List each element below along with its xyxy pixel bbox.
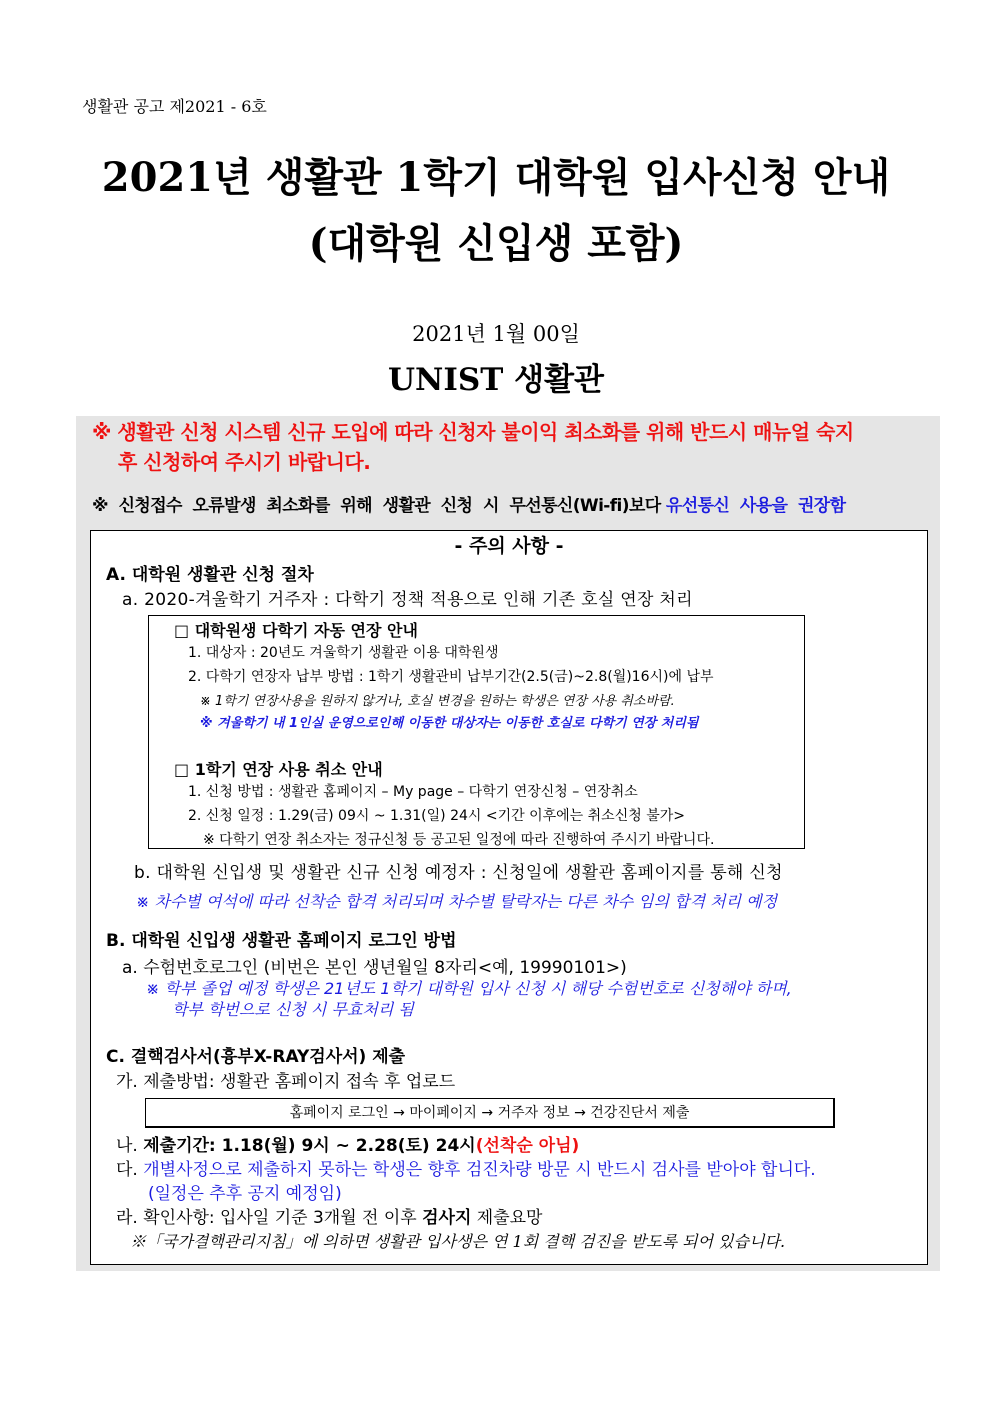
section-a-title: A. 대학원 생활관 신청 절차 xyxy=(106,565,314,585)
not-first-come: (선착순 아님) xyxy=(475,1136,580,1156)
auto-extension-item: 2. 다학기 연장자 납부 방법 : 1학기 생활관비 납부기간(2.5(금)~2.8(월)16시)에 납부 xyxy=(188,669,714,685)
ra-suffix: 제출요망 xyxy=(471,1208,543,1228)
da-line2: (일정은 추후 공지 예정임) xyxy=(148,1184,342,1204)
ra-bold: 검사지 xyxy=(422,1208,472,1228)
da-line1: 개별사정으로 제출하지 못하는 학생은 향후 검진차량 방문 시 반드시 검사를 받아야 합니다. xyxy=(143,1160,816,1180)
issuer: UNIST 생활관 xyxy=(388,362,604,398)
section-a-item-a: a. 2020-겨울학기 거주자 : 다학기 정책 적용으로 인해 기존 호실 연장 처리 xyxy=(122,590,693,610)
auto-extension-title: □ 대학원생 다학기 자동 연장 안내 xyxy=(174,621,418,640)
auto-extension-note-blue: ※ 겨울학기 내 1인실 운영으로인해 이동한 대상자는 이동한 호실로 다학기 연장 처리됨 xyxy=(200,716,699,731)
section-c-item-da xyxy=(116,1155,816,1180)
cancel-extension-item: 2. 신청 일정 : 1.29(금) 09시 ~ 1.31(일) 24시 <기간 이후에는 취소신청 불가> xyxy=(188,808,685,824)
section-c-item-ga: 가. 제출방법: 생활관 홈페이지 접속 후 업로드 xyxy=(116,1072,456,1092)
cancel-extension-item: 1. 신청 방법 : 생활관 홈페이지 – My page – 다학기 연장신청 – 연장취소 xyxy=(188,784,638,800)
red-warning-line1: ※ 생활관 신청 시스템 신규 도입에 따라 신청자 불이익 최소화를 위해 반드시 매뉴얼 숙지 xyxy=(92,420,854,444)
network-warning-text: ※ 신청접수 오류발생 최소화를 위해 생활관 신청 시 무선통신(Wi-fi)보다 xyxy=(92,496,666,516)
section-b-note-line1: ※ 학부 졸업 예정 학생은 21년도 1학기 대학원 입사 신청 시 해당 수험번호로 신청해야 하며, xyxy=(146,979,792,998)
cancel-extension-note: ※ 다학기 연장 취소자는 정규신청 등 공고된 일정에 따라 진행하여 주시기 바랍니다. xyxy=(203,832,715,848)
cancel-extension-title: □ 1학기 연장 사용 취소 안내 xyxy=(174,760,383,779)
title-line2: (대학원 신입생 포함) xyxy=(308,220,684,267)
notice-heading: - 주의 사항 - xyxy=(454,535,564,557)
submission-period: 제출기간: 1.18(월) 9시 ~ 2.28(토) 24시 xyxy=(143,1136,476,1156)
red-warning-line2: 후 신청하여 주시기 바랍니다. xyxy=(118,450,371,474)
network-recommendation: 유선통신 사용을 권장함 xyxy=(665,496,846,516)
da-prefix: 다. xyxy=(116,1160,144,1180)
network-warning xyxy=(92,491,845,516)
auto-extension-item: 1. 대상자 : 20년도 겨울학기 생활관 이용 대학원생 xyxy=(188,645,499,661)
notice-number: 생활관 공고 제2021 - 6호 xyxy=(82,97,267,116)
submission-flow-box: 홈페이지 로그인 → 마이페이지 → 거주자 정보 → 건강진단서 제출 xyxy=(145,1098,835,1128)
section-b-item-a: a. 수험번호로그인 (비번은 본인 생년월일 8자리<예, 19990101>) xyxy=(122,958,627,978)
tb-guideline-footnote: ※「국가결핵관리지침」에 의하면 생활관 입사생은 연 1회 결핵 검진을 받도록 되어 있습니다. xyxy=(130,1232,786,1251)
section-c-item-ra xyxy=(116,1203,542,1228)
section-c-title: C. 결핵검사서(흉부X-RAY검사서) 제출 xyxy=(106,1047,406,1067)
auto-extension-note: ※ 1학기 연장사용을 원하지 않거나, 호실 변경을 원하는 학생은 연장 사용 취소바람. xyxy=(200,694,675,709)
section-b-note-line2: 학부 학번으로 신청 시 무효처리 됨 xyxy=(172,1000,414,1019)
date: 2021년 1월 00일 xyxy=(412,322,580,346)
na-prefix: 나. xyxy=(116,1136,144,1156)
section-b-title: B. 대학원 신입생 생활관 홈페이지 로그인 방법 xyxy=(106,931,457,951)
section-a-note: ※ 차수별 여석에 따라 선착순 합격 처리되며 차수별 탈락자는 다른 차수 임의 합격 처리 예정 xyxy=(136,892,778,911)
ra-prefix: 라. 확인사항: 입사일 기준 3개월 전 이후 xyxy=(116,1208,423,1228)
section-c-item-na xyxy=(116,1131,579,1156)
section-a-item-b: b. 대학원 신입생 및 생활관 신규 신청 예정자 : 신청일에 생활관 홈페이지를 통해 신청 xyxy=(134,863,783,883)
title-line1: 2021년 생활관 1학기 대학원 입사신청 안내 xyxy=(101,154,891,201)
